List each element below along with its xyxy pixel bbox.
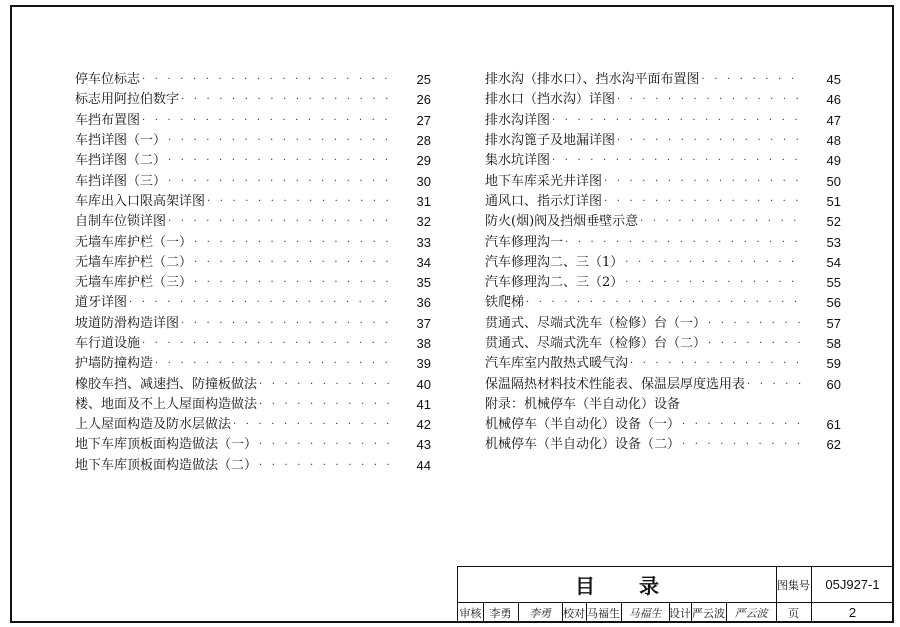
toc-entry (485, 232, 841, 252)
toc-entry-page: 26 (416, 92, 431, 108)
toc-entry-page: 44 (416, 457, 431, 473)
toc-entry (75, 212, 431, 232)
toc-leader-dots (168, 151, 393, 171)
toc-entry-title: 保温隔热材料技术性能表、保温层厚度选用表 (485, 375, 747, 395)
toc-entry-title: 排水沟（排水口）、挡水沟平面布置图 (485, 70, 702, 90)
page-label: 页 (788, 606, 799, 620)
toc-entry (75, 151, 431, 171)
toc-right-column (485, 70, 841, 456)
toc-leader-dots (604, 172, 803, 192)
toc-entry-page: 55 (826, 275, 841, 291)
toc-entry-page: 37 (416, 315, 431, 331)
toc-entry-title: 橡胶车挡、减速挡、防撞板做法 (75, 375, 259, 395)
page-number: 2 (848, 605, 857, 620)
toc-leader-dots (617, 131, 803, 151)
atlas-number-label: 图集号 (777, 578, 810, 592)
toc-leader-dots (604, 192, 803, 212)
toc-leader-dots (682, 415, 803, 435)
toc-entry-title: 地下车库顶板面构造做法（二） (75, 456, 259, 476)
toc-leader-dots (552, 151, 803, 171)
toc-entry-title: 排水口（挡水沟）详图 (485, 90, 617, 110)
toc-entry (485, 111, 841, 131)
document-title: 目录 (575, 574, 703, 598)
toc-entry-title: 护墙防撞构造 (75, 354, 155, 374)
toc-entry (75, 171, 431, 191)
toc-entry-title: 无墙车库护栏（二） (75, 253, 194, 273)
toc-entry (485, 415, 841, 435)
toc-leader-dots (207, 192, 393, 212)
toc-entry-title: 防火(烟)阀及挡烟垂壁示意 (485, 212, 640, 232)
toc-entry (75, 354, 431, 374)
toc-entry (75, 456, 431, 476)
toc-entry-page: 43 (416, 437, 431, 453)
toc-leader-dots (617, 90, 803, 110)
toc-entry-page: 31 (416, 193, 431, 209)
toc-entry-title: 车挡详图（三） (75, 172, 168, 192)
toc-entry-title: 无墙车库护栏（一） (75, 233, 194, 253)
design-label: 设计 (669, 606, 691, 620)
toc-leader-dots (194, 253, 393, 273)
toc-entry-title: 上人屋面构造及防水层做法 (75, 415, 233, 435)
toc-entry-page: 48 (826, 133, 841, 149)
toc-leader-dots (155, 354, 393, 374)
toc-leader-dots (259, 395, 393, 415)
toc-entry-title: 道牙详图 (75, 293, 129, 313)
atlas-number-value: 05J927-1 (825, 577, 880, 592)
toc-leader-dots (625, 273, 803, 293)
toc-leader-dots (259, 456, 393, 476)
designer-signature: 严云波 (734, 606, 768, 620)
toc-entry (75, 273, 431, 293)
toc-leader-dots (259, 375, 393, 395)
toc-entry-title: 附录：机械停车（半自动化）设备 (485, 395, 682, 415)
toc-entry (485, 334, 841, 354)
toc-entry (75, 435, 431, 455)
toc-entry-page: 50 (826, 173, 841, 189)
toc-entry (75, 314, 431, 334)
toc-entry (485, 90, 841, 110)
toc-entry-page: 62 (826, 437, 841, 453)
toc-entry-title: 汽车修理沟二、三（1） (485, 253, 625, 273)
toc-entry (485, 354, 841, 374)
toc-entry-page: 39 (416, 356, 431, 372)
toc-entry-page: 58 (826, 336, 841, 351)
toc-entry (75, 334, 431, 354)
toc-leader-dots (259, 435, 393, 455)
toc-leader-dots (702, 70, 803, 90)
toc-entry-page: 33 (416, 234, 431, 250)
checker-name: 马福生 (587, 606, 620, 620)
toc-leader-dots (181, 90, 393, 110)
reviewer-name: 李勇 (489, 606, 512, 620)
toc-leader-dots (747, 375, 803, 395)
toc-entry (485, 253, 841, 273)
toc-entry-title: 标志用阿拉伯数字 (75, 90, 181, 110)
toc-entry-page: 54 (826, 254, 841, 270)
toc-entry-page: 60 (826, 376, 841, 392)
toc-entry-page: 35 (416, 275, 431, 291)
toc-leader-dots (194, 273, 393, 293)
toc-entry (485, 314, 841, 334)
toc-entry (485, 293, 841, 313)
toc-entry-page: 42 (416, 417, 431, 433)
toc-entry (485, 131, 841, 151)
toc-entry (485, 151, 841, 171)
toc-leader-dots (129, 293, 393, 313)
toc-left-column (75, 70, 431, 476)
check-label: 校对 (563, 606, 585, 620)
toc-leader-dots (625, 253, 803, 273)
toc-leader-dots (565, 233, 803, 253)
toc-entry (75, 293, 431, 313)
toc-entry-title: 机械停车（半自动化）设备（一） (485, 415, 682, 435)
toc-entry-title: 地下车库采光井详图 (485, 172, 604, 192)
toc-entry-title: 汽车修理沟一 (485, 233, 565, 253)
toc-entry (485, 70, 841, 90)
toc-entry-title: 集水坑详图 (485, 151, 552, 171)
toc-leader-dots (168, 212, 393, 232)
toc-entry-page: 40 (416, 376, 431, 392)
toc-entry-title: 贯通式、尽端式洗车（检修）台（一） (485, 314, 708, 334)
toc-entry-page: 38 (416, 336, 431, 351)
toc-entry (485, 374, 841, 394)
toc-entry (485, 171, 841, 191)
toc-entry-page: 32 (416, 214, 431, 230)
toc-entry-page: 27 (416, 112, 431, 128)
toc-entry (75, 253, 431, 273)
toc-leader-dots (708, 334, 803, 354)
title-block-title (458, 567, 776, 602)
toc-leader-dots (233, 415, 393, 435)
toc-leader-dots (630, 354, 803, 374)
toc-entry-page: 52 (826, 214, 841, 230)
toc-entry-page: 49 (826, 153, 841, 169)
toc-entry-page: 36 (416, 295, 431, 311)
toc-entry (75, 232, 431, 252)
review-label: 审核 (459, 606, 482, 620)
toc-entry (75, 131, 431, 151)
toc-leader-dots (142, 334, 393, 354)
toc-leader-dots (552, 111, 803, 131)
toc-entry (485, 273, 841, 293)
toc-entry-page: 47 (826, 112, 841, 128)
reviewer-signature: 李勇 (529, 606, 551, 620)
toc-entry-title: 车行道设施 (75, 334, 142, 354)
toc-entry (485, 212, 841, 232)
toc-entry-page: 34 (416, 254, 431, 270)
toc-leader-dots (526, 293, 803, 313)
toc-entry-title: 通风口、指示灯详图 (485, 192, 604, 212)
toc-leader-dots (640, 212, 803, 232)
checker-signature: 马福生 (628, 606, 662, 620)
toc-leader-dots (194, 233, 393, 253)
toc-leader-dots (168, 131, 393, 151)
toc-leader-dots (168, 172, 393, 192)
toc-entry-page: 29 (416, 153, 431, 169)
toc-entry-title: 车库出入口限高架详图 (75, 192, 207, 212)
toc-entry-title: 停车位标志 (75, 70, 142, 90)
toc-entry-title: 机械停车（半自动化）设备（二） (485, 435, 682, 455)
toc-entry-title: 坡道防滑构造详图 (75, 314, 181, 334)
toc-entry (485, 192, 841, 212)
toc-entry-page: 56 (826, 295, 841, 311)
toc-entry (75, 70, 431, 90)
toc-entry-title: 车挡详图（一） (75, 131, 168, 151)
toc-entry-page: 28 (416, 133, 431, 149)
toc-entry-page: 30 (416, 173, 431, 189)
toc-entry-title: 汽车库室内散热式暖气沟 (485, 354, 630, 374)
toc-entry (75, 395, 431, 415)
toc-leader-dots (181, 314, 393, 334)
toc-entry (485, 395, 841, 415)
toc-entry-page: 57 (826, 315, 841, 331)
toc-entry-page: 59 (826, 356, 841, 372)
toc-entry-title: 汽车修理沟二、三（2） (485, 273, 625, 293)
toc-leader-dots (708, 314, 803, 334)
toc-entry-page: 51 (826, 193, 841, 209)
toc-entry (485, 435, 841, 455)
toc-entry-title: 无墙车库护栏（三） (75, 273, 194, 293)
toc-leader-dots (682, 435, 803, 455)
toc-entry-title: 自制车位锁详图 (75, 212, 168, 232)
toc-entry-page: 45 (826, 72, 841, 88)
toc-entry (75, 90, 431, 110)
toc-leader-dots (142, 70, 393, 90)
toc-entry-title: 铁爬梯 (485, 293, 526, 313)
toc-entry-title: 车挡布置图 (75, 111, 142, 131)
designer-name: 严云波 (692, 606, 725, 620)
toc-entry-page: 61 (826, 417, 841, 433)
toc-entry-title: 排水沟篦子及地漏详图 (485, 131, 617, 151)
toc-entry-page: 41 (416, 396, 431, 412)
toc-entry-title: 排水沟详图 (485, 111, 552, 131)
toc-entry (75, 192, 431, 212)
toc-entry (75, 415, 431, 435)
toc-entry-page: 25 (416, 72, 431, 88)
title-block (457, 566, 894, 623)
toc-entry-title: 楼、地面及不上人屋面构造做法 (75, 395, 259, 415)
toc-entry-page: 46 (826, 92, 841, 108)
toc-entry-title: 贯通式、尽端式洗车（检修）台（二） (485, 334, 708, 354)
toc-entry (75, 374, 431, 394)
toc-entry-page: 53 (826, 234, 841, 250)
toc-entry-title: 地下车库顶板面构造做法（一） (75, 435, 259, 455)
toc-entry-title: 车挡详图（二） (75, 151, 168, 171)
toc-leader-dots (142, 111, 393, 131)
toc-entry (75, 111, 431, 131)
